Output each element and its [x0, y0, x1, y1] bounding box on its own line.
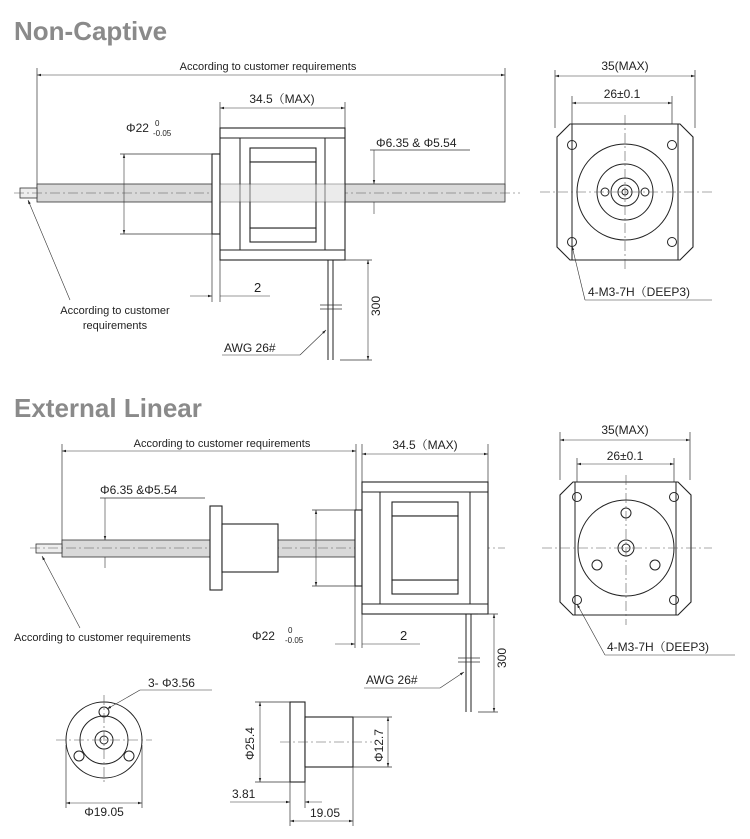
nc-body-length-label: 34.5（MAX) [249, 92, 315, 106]
nc-flange-width-label: 35(MAX) [601, 59, 649, 73]
nc-boss-diameter-label: Φ22 [126, 121, 149, 135]
el-shaft-diameter-label: Φ6.35 &Φ5.54 [100, 483, 178, 497]
el-boss-tol-lower: -0.05 [285, 636, 304, 645]
nut-front-view [56, 676, 212, 819]
nc-lead-length-label: 300 [369, 295, 383, 316]
non-captive-side-view [14, 61, 520, 360]
nut-body-diameter-label: Φ12.7 [372, 729, 386, 762]
nc-mount-holes-label: 4-M3-7H（DEEP3) [588, 285, 691, 299]
nc-hole-spacing-label: 26±0.1 [603, 87, 641, 101]
nc-boss-tol-upper: 0 [155, 119, 160, 128]
el-hole-spacing-label: 26±0.1 [606, 449, 644, 463]
el-shaft-end-note: According to customer requirements [14, 632, 191, 644]
nc-wire-gauge-label: AWG 26# [224, 341, 276, 355]
nc-boss-height-label: 2 [254, 280, 262, 295]
nc-overall-length-label: According to customer requirements [179, 61, 357, 73]
nut-outer-diameter-label: Φ25.4 [243, 727, 257, 760]
el-boss-height-label: 2 [400, 628, 408, 643]
el-flange-width-label: 35(MAX) [601, 423, 649, 437]
el-body-length-label: 34.5（MAX) [392, 438, 458, 452]
nut-flange-thickness-label: 3.81 [232, 787, 256, 801]
nut-side-view [230, 702, 392, 826]
nut-flange-diameter-label: Φ19.05 [84, 805, 124, 819]
nc-shaft-end-note-1: According to customer [60, 305, 170, 317]
el-mount-holes-label: 4-M3-7H（DEEP3) [607, 640, 710, 654]
el-overall-length-label: According to customer requirements [133, 438, 311, 450]
external-linear-title: External Linear [14, 393, 202, 423]
el-wire-gauge-label: AWG 26# [366, 673, 418, 687]
nc-shaft-end-note-2: requirements [82, 320, 148, 332]
el-boss-diameter-label: Φ22 [252, 629, 275, 643]
el-lead-length-label: 300 [495, 647, 509, 668]
nut-length-label: 19.05 [310, 806, 341, 820]
external-linear-side-view [14, 438, 509, 712]
external-linear-end-view [542, 423, 735, 655]
non-captive-end-view [540, 59, 712, 300]
nut-holes-label: 3- Φ3.56 [148, 676, 195, 690]
nc-boss-tol-lower: -0.05 [153, 129, 172, 138]
non-captive-title: Non-Captive [14, 16, 168, 46]
el-boss-tol-upper: 0 [288, 626, 293, 635]
nc-shaft-diameter-label: Φ6.35 & Φ5.54 [376, 136, 457, 150]
